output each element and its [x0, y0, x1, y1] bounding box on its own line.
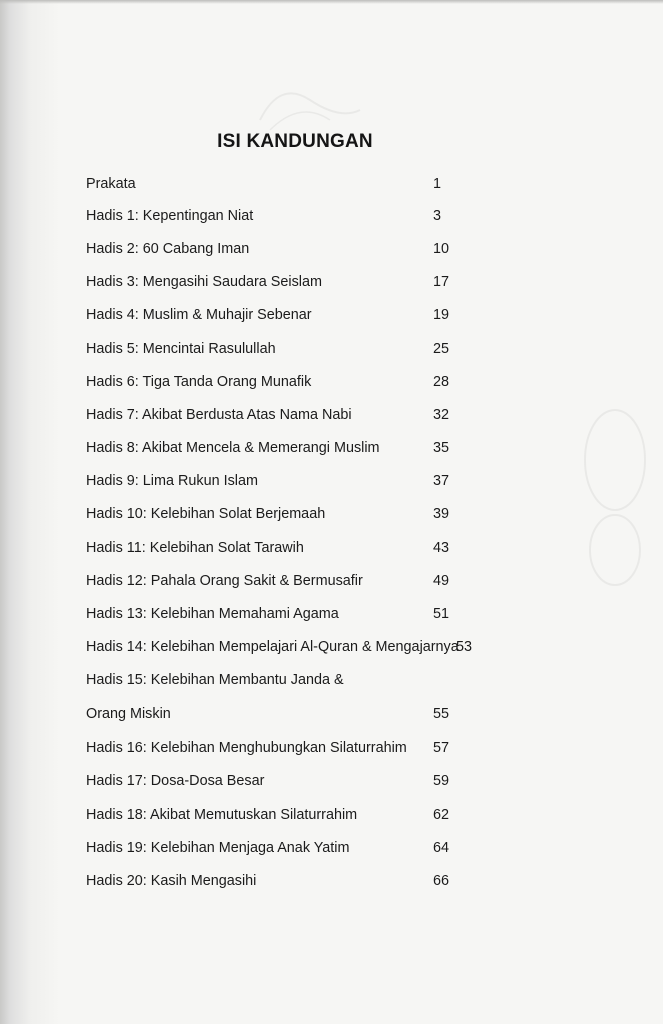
toc-entry-label: Hadis 20: Kasih Mengasihi — [86, 873, 257, 889]
toc-entry-page: 57 — [433, 740, 450, 756]
toc-entry-page: 51 — [433, 606, 450, 622]
toc-entry-page: 39 — [433, 506, 450, 522]
toc-entry-page: 43 — [433, 540, 450, 556]
toc-entry-label: Hadis 9: Lima Rukun Islam — [86, 473, 258, 489]
toc-entry-label: Hadis 10: Kelebihan Solat Berjemaah — [86, 506, 326, 522]
toc-entry-page: 32 — [433, 407, 450, 423]
toc-entry-page: 64 — [433, 840, 450, 856]
toc-entry-page: 66 — [433, 873, 450, 889]
toc-entry-label: Hadis 14: Kelebihan Mempelajari Al-Quran & Mengajarnya — [86, 639, 459, 655]
toc-entry-label: Hadis 2: 60 Cabang Iman — [86, 241, 250, 257]
toc-entry-label: Hadis 5: Mencintai Rasulullah — [86, 341, 276, 357]
toc-entry-label: Hadis 19: Kelebihan Menjaga Anak Yatim — [86, 840, 350, 856]
toc-entry-page: 10 — [433, 241, 450, 257]
toc-entry-page: 1 — [433, 176, 442, 192]
toc-entry-page: 37 — [433, 473, 450, 489]
toc-entry-label: Hadis 16: Kelebihan Menghubungkan Silaturrahim — [86, 740, 407, 756]
toc-entry-label: Hadis 17: Dosa-Dosa Besar — [86, 773, 265, 789]
toc-entry-label: Prakata — [86, 176, 136, 192]
toc-entry-page: 62 — [433, 807, 450, 823]
toc-entry-label: Hadis 18: Akibat Memutuskan Silaturrahim — [86, 807, 358, 823]
bleed-through-ornament-right — [575, 400, 655, 600]
toc-entry-label: Hadis 7: Akibat Berdusta Atas Nama Nabi — [86, 407, 352, 423]
toc-entry-page: 55 — [433, 706, 450, 722]
toc-entry-label: Hadis 12: Pahala Orang Sakit & Bermusafir — [86, 573, 363, 589]
toc-entry-label: Hadis 11: Kelebihan Solat Tarawih — [86, 540, 304, 556]
toc-entry-page: 19 — [433, 307, 450, 323]
toc-entry-page: 53 — [456, 639, 473, 655]
toc-entry-page: 17 — [433, 274, 450, 290]
toc-entry-page: 49 — [433, 573, 450, 589]
toc-entry-label-continued: Orang Miskin — [86, 706, 171, 722]
toc-entry-page: 59 — [433, 773, 450, 789]
toc-entry-label: Hadis 15: Kelebihan Membantu Janda & — [86, 672, 344, 688]
page-title: ISI KANDUNGAN — [217, 131, 373, 152]
page-top-edge — [0, 0, 663, 4]
toc-entry-page: 3 — [433, 208, 442, 224]
toc-entry-label: Hadis 8: Akibat Mencela & Memerangi Muslim — [86, 440, 380, 456]
toc-entry-label: Hadis 4: Muslim & Muhajir Sebenar — [86, 307, 312, 323]
toc-entry-page: 25 — [433, 341, 450, 357]
toc-entry-page: 28 — [433, 374, 450, 390]
bleed-through-ornament — [250, 70, 370, 140]
toc-entry-label: Hadis 1: Kepentingan Niat — [86, 208, 254, 224]
toc-entry-label: Hadis 13: Kelebihan Memahami Agama — [86, 606, 339, 622]
toc-entry-label: Hadis 3: Mengasihi Saudara Seislam — [86, 274, 322, 290]
toc-entry-label: Hadis 6: Tiga Tanda Orang Munafik — [86, 374, 312, 390]
toc-entry-page: 35 — [433, 440, 450, 456]
